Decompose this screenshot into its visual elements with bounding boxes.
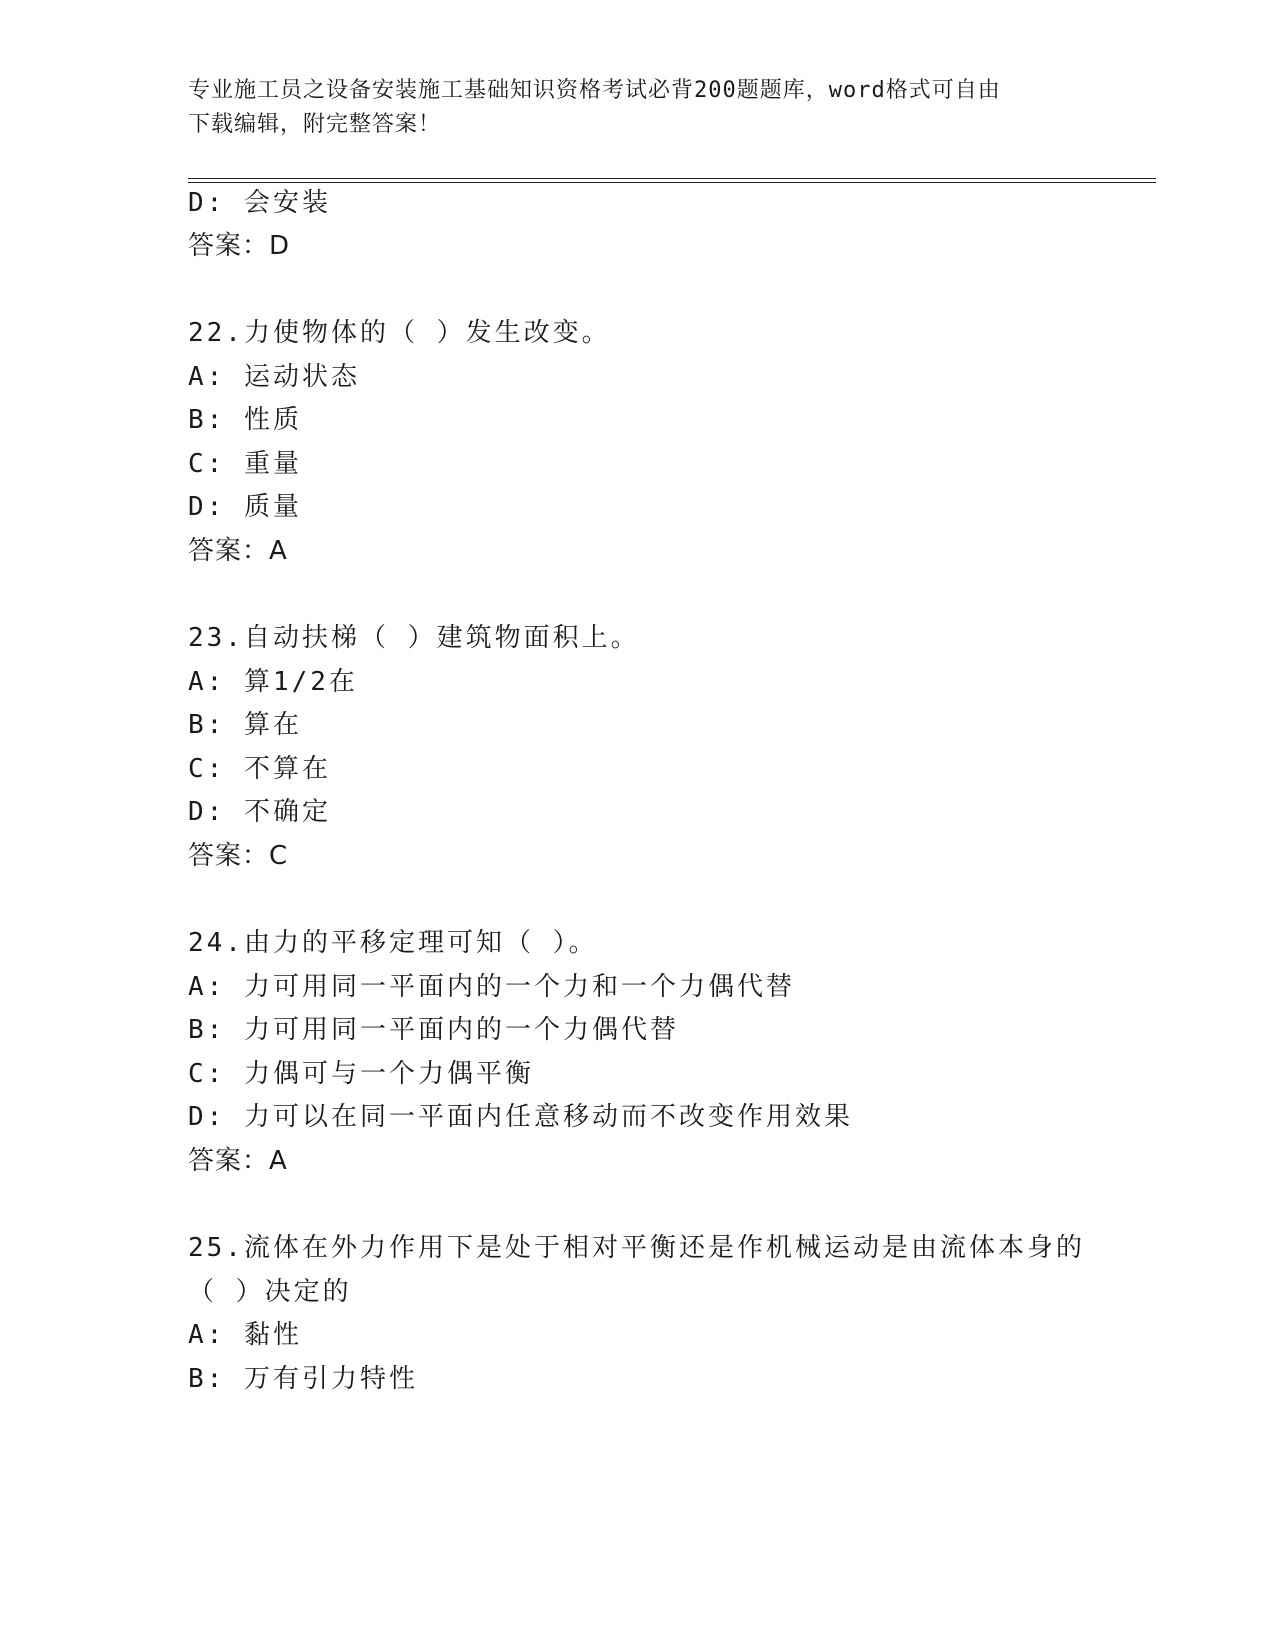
document-header — [188, 74, 1088, 142]
q24-question: 24.由力的平移定理可知（ ）。 — [188, 928, 598, 958]
q24-answer: 答案：A — [188, 1146, 288, 1176]
q25-question-line-2: （ ）决定的 — [188, 1277, 352, 1307]
q23-option-b: B: 算在 — [188, 710, 302, 740]
q23-question: 23.自动扶梯（ ）建筑物面积上。 — [188, 623, 640, 653]
q22-option-a: A: 运动状态 — [188, 362, 360, 392]
q24-option-d: D: 力可以在同一平面内任意移动而不改变作用效果 — [188, 1102, 853, 1132]
q21-option-d: D: 会安装 — [188, 188, 331, 218]
q23-option-d: D: 不确定 — [188, 797, 331, 827]
q22-option-d: D: 质量 — [188, 492, 302, 522]
q24-option-a: A: 力可用同一平面内的一个力和一个力偶代替 — [188, 972, 795, 1002]
q22-answer: 答案：A — [188, 536, 288, 566]
q25-option-b: B: 万有引力特性 — [188, 1364, 418, 1394]
q24-option-b: B: 力可用同一平面内的一个力偶代替 — [188, 1015, 679, 1045]
q25-option-a: A: 黏性 — [188, 1320, 302, 1350]
header-line-2: 下载编辑，附完整答案！ — [188, 112, 442, 137]
q21-answer: 答案：D — [188, 231, 291, 261]
q22-option-c: C: 重量 — [188, 449, 302, 479]
q22-option-b: B: 性质 — [188, 405, 302, 435]
header-line-1: 专业施工员之设备安装施工基础知识资格考试必背200题题库，word格式可自由 — [188, 78, 1001, 103]
q25-question-line-1: 25.流体在外力作用下是处于相对平衡还是作机械运动是由流体本身的 — [188, 1233, 1085, 1263]
q22-question: 22.力使物体的（ ）发生改变。 — [188, 318, 611, 348]
q23-option-c: C: 不算在 — [188, 754, 331, 784]
q24-option-c: C: 力偶可与一个力偶平衡 — [188, 1059, 534, 1089]
header-divider — [188, 178, 1156, 183]
q23-option-a: A: 算1/2在 — [188, 667, 358, 697]
q23-answer: 答案：C — [188, 841, 289, 871]
